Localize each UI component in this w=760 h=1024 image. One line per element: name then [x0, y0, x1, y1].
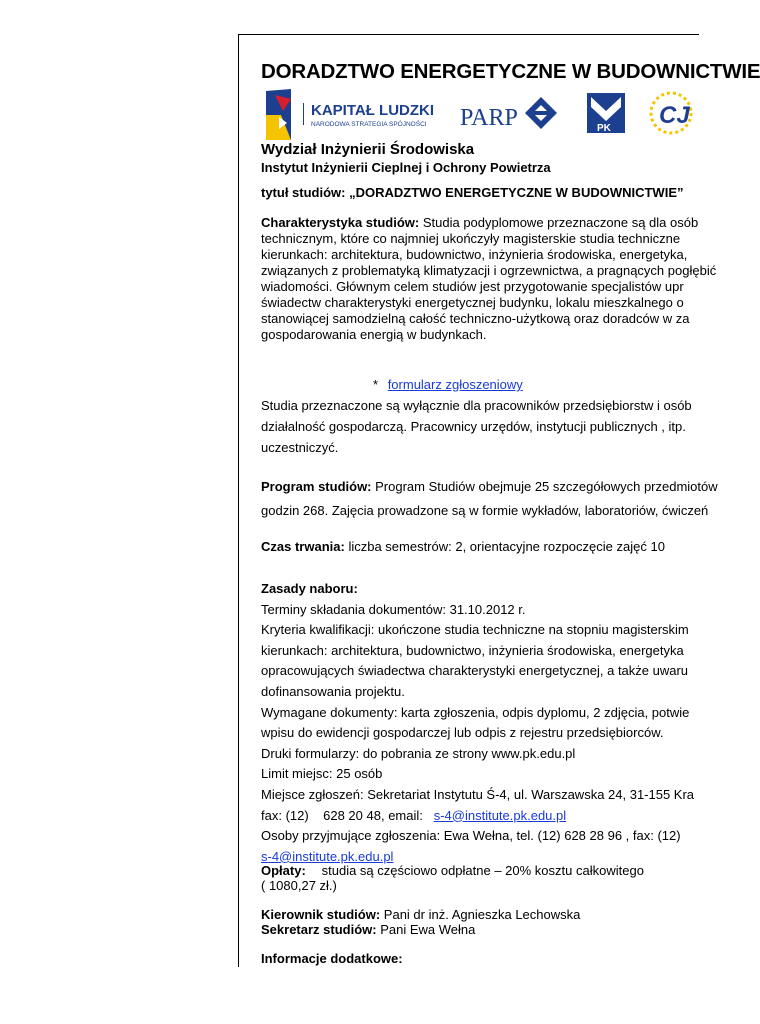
program-first: Program Studiów obejmuje 25 szczegółowych przedmiotów [375, 479, 718, 494]
study-title-value: „DORADZTWO ENERGETYCZNE W BUDOWNICTWIE” [349, 185, 684, 200]
secretary-label: Sekretarz studiów: [261, 922, 377, 937]
faculty-heading: Wydział Inżynierii Środowiska [261, 141, 475, 158]
characteristics-line: kierunkach: architektura, budownictwo, inżynieria środowiska, energetyka, [261, 247, 688, 262]
recruitment-label: Zasady naboru: [261, 581, 358, 596]
application-form-link[interactable]: formularz zgłoszeniowy [387, 377, 523, 392]
documents-line: Wymagane dokumenty: karta zgłoszenia, odpis dyplomu, 2 zdjęcia, potwie [261, 704, 690, 720]
documents-line: wpisu do ewidencji gospodarczej lub odpis z rejestru przedsiębiorców. [261, 725, 664, 741]
eligibility-section [261, 395, 692, 458]
limit-line: Limit miejsc: 25 osób [261, 766, 383, 782]
recruitment-deadline: Terminy składania dokumentów: 31.10.2012 r. [261, 601, 526, 617]
characteristics-line: gospodarowania energią w budynkach. [261, 327, 487, 342]
program-first-line [261, 475, 718, 499]
study-title-label: tytuł studiów: [261, 185, 346, 200]
forms-line: Druki formularzy: do pobrania ze strony www.pk.edu.pl [261, 745, 576, 761]
document-page [238, 34, 760, 967]
secretary-value: Pani Ewa Wełna [380, 922, 476, 937]
recruitment-section [261, 579, 694, 867]
form-link-prefix: * [373, 377, 379, 392]
criteria-line: dofinansowania projektu. [261, 683, 405, 699]
characteristics-first: Studia podyplomowe przeznaczone są dla osób [422, 215, 699, 230]
eligibility-line: działalność gospodarczą. Pracownicy urzędów, instytucji publicznych , itp. [261, 419, 686, 434]
characteristics-line: świadectw charakterystyki energetycznej budynku, lokalu mieszkalnego o [261, 295, 684, 310]
kapital-ludzki-logo [266, 89, 434, 140]
characteristics-line: technicznym, które co najmniej ukończyły magisterskie studia techniczne [261, 231, 681, 246]
program-section [261, 475, 718, 523]
fax-prefix: fax: (12) 628 20 48, email: [261, 807, 434, 823]
cj-text: CJ [659, 102, 690, 129]
kapital-main-text: KAPITAŁ LUDZKI [311, 102, 435, 119]
criteria-line: Kryteria kwalifikacji: ukończone studia techniczne na stopniu magisterskim [261, 622, 689, 638]
duration-label: Czas trwania: [261, 539, 345, 554]
criteria-line: kierunkach: architektura, budownictwo, inżynieria środowiska, energetyka [261, 642, 684, 658]
additional-info-heading: Informacje dodatkowe: [261, 951, 403, 966]
characteristics-first-line [261, 215, 716, 231]
characteristics-section [261, 215, 716, 343]
fees-label: Opłaty: [261, 863, 306, 878]
study-title-line [261, 185, 684, 200]
secretary-line [261, 922, 580, 937]
persons-line: Osoby przyjmujące zgłoszenia: Ewa Wełna, tel. (12) 628 28 96 , fax: (12) [261, 828, 681, 844]
email-link-2[interactable]: s-4@institute.pk.edu.pl [261, 848, 394, 864]
pk-logo [587, 93, 625, 134]
head-label: Kierownik studiów: [261, 907, 381, 922]
head-value: Pani dr inż. Agnieszka Lechowska [383, 907, 581, 922]
characteristics-line: wiadomości. Głównym celem studiów jest przygotowanie specjalistów upr [261, 279, 684, 294]
criteria-line: opracowujących świadectwa charakterystyki energetycznej, a także uwaru [261, 663, 689, 679]
fees-section [261, 863, 644, 893]
duration-line [261, 539, 665, 554]
characteristics-line: związanych z problematyką klimatyzacji i ogrzewnictwa, a pragnących pogłębić [261, 263, 717, 278]
logos-row [261, 85, 721, 145]
eligibility-line: Studia przeznaczone są wyłącznie dla pracowników przedsiębiorstw i osób [261, 398, 692, 413]
eligibility-line: uczestniczyć. [261, 440, 339, 455]
fees-text: studia są częściowo odpłatne – 20% kosztu całkowitego [321, 863, 644, 878]
head-line [261, 907, 580, 922]
duration-text: liczba semestrów: 2, orientacyjne rozpoczęcie zajęć 10 [348, 539, 665, 554]
fees-amount: ( 1080,27 zł.) [261, 878, 337, 893]
kapital-sub-text: NARODOWA STRATEGIA SPÓJNOŚCI [311, 121, 427, 128]
email-link[interactable]: s-4@institute.pk.edu.pl [433, 807, 567, 823]
document-title: DORADZTWO ENERGETYCZNE W BUDOWNICTWIE [261, 60, 760, 83]
staff-section [261, 907, 580, 937]
fees-first-line [261, 863, 644, 878]
cj-logo [651, 93, 691, 133]
fax-email-line [261, 806, 694, 827]
program-second: godzin 268. Zajęcia prowadzone są w formie wykładów, laboratoriów, ćwiczeń [261, 503, 709, 518]
place-line: Miejsce zgłoszeń: Sekretariat Instytutu Ś-4, ul. Warszawska 24, 31-155 Kra [261, 786, 695, 802]
parp-text: PARP [460, 105, 518, 131]
characteristics-line: stanowiącej samodzielną całość techniczno-użytkową oraz doradców w za [261, 311, 690, 326]
form-link-line [373, 377, 527, 392]
parp-logo [460, 97, 557, 131]
pk-text: PK [597, 123, 611, 134]
program-label: Program studiów: [261, 479, 372, 494]
logos-graphic [261, 85, 721, 145]
characteristics-label: Charakterystyka studiów: [261, 215, 420, 230]
institute-heading: Instytut Inżynierii Cieplnej i Ochrony Powietrza [261, 160, 551, 175]
